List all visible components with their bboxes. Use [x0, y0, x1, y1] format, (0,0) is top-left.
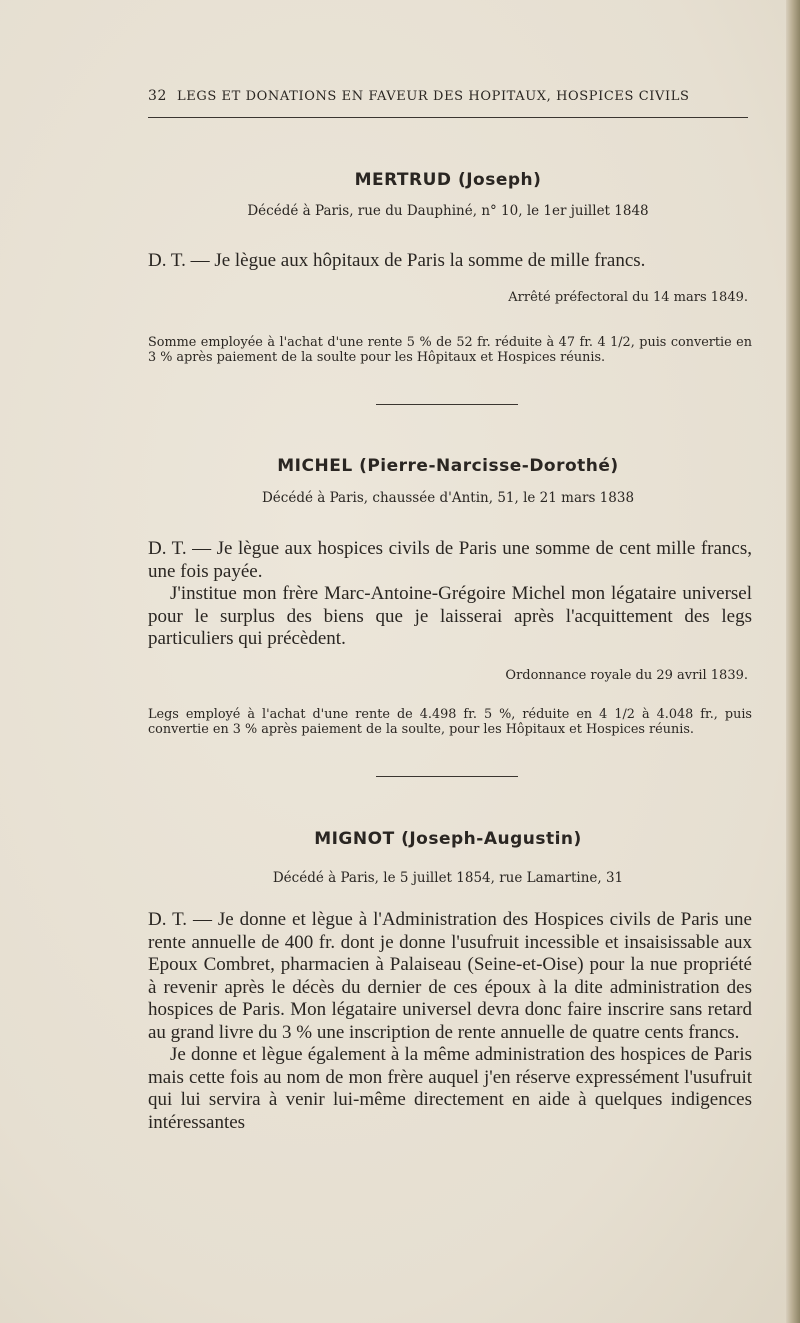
entry-note-michel: Legs employé à l'achat d'une rente de 4.498 fr. 5 %, réduite en 4 1/2 à 4.048 fr., puis convertie en 3 % après paiement de la soulte, pour les Hôpitaux et Hospices réunis. — [148, 707, 752, 737]
running-header — [148, 88, 748, 104]
entry-death-mignot: Décédé à Paris, le 5 juillet 1854, rue Lamartine, 31 — [272, 870, 624, 886]
page-edge — [786, 0, 800, 1323]
paragraph: D. T. — Je lègue aux hospices civils de Paris une somme de cent mille francs, une fois payée. — [148, 538, 752, 582]
entry-death-michel: Décédé à Paris, chaussée d'Antin, 51, le 21 mars 1838 — [261, 490, 635, 506]
page-number: 32 — [148, 88, 168, 104]
entry-text-mertrud — [148, 250, 752, 273]
entry-reference-mertrud: Arrêté préfectoral du 14 mars 1849. — [508, 290, 748, 305]
separator-rule — [376, 404, 518, 405]
entry-title-mertrud: MERTRUD (Joseph) — [354, 170, 542, 190]
entry-text-michel — [148, 538, 752, 651]
separator-rule — [376, 776, 518, 777]
paragraph: Je donne et lègue également à la même administration des hospices de Paris mais cette fois au nom de mon frère auquel j'en réserve expressément l'usufruit qui lui servira à venir lui-même directement en aide à quelques indigences intéressantes — [148, 1044, 752, 1133]
running-title: LEGS ET DONATIONS EN FAVEUR DES HOPITAUX, HOSPICES CIVILS — [177, 89, 690, 104]
entry-text-mignot — [148, 909, 752, 1134]
entry-title-michel: MICHEL (Pierre-Narcisse-Dorothé) — [277, 456, 619, 476]
paragraph: D. T. — Je donne et lègue à l'Administration des Hospices civils de Paris une rente annuelle de 400 fr. dont je donne l'usufruit incessible et insaisissable aux Epoux Combret, pharmacien à Palaiseau (Seine-et-Oise) pour la nue propriété à revenir après le décès du dernier de ces époux à la dite administration des hospices de Paris. Mon légataire universel devra donc faire inscrire sans retard au grand livre du 3 % une inscription de rente annuelle de quatre cents francs. — [148, 909, 752, 1043]
entry-note-mertrud: Somme employée à l'achat d'une rente 5 % de 52 fr. réduite à 47 fr. 4 1/2, puis convertie en 3 % après paiement de la soulte pour les Hôpitaux et Hospices réunis. — [148, 335, 752, 365]
entry-reference-michel: Ordonnance royale du 29 avril 1839. — [505, 668, 748, 683]
header-rule — [148, 117, 748, 118]
entry-death-mertrud: Décédé à Paris, rue du Dauphiné, n° 10, le 1er juillet 1848 — [247, 203, 649, 219]
paragraph: J'institue mon frère Marc-Antoine-Grégoire Michel mon légataire universel pour le surplus des biens que je laisserai après l'acquittement des legs particuliers qui précèdent. — [148, 583, 752, 649]
paragraph: D. T. — Je lègue aux hôpitaux de Paris la somme de mille francs. — [148, 250, 646, 271]
entry-title-mignot: MIGNOT (Joseph-Augustin) — [314, 829, 582, 849]
